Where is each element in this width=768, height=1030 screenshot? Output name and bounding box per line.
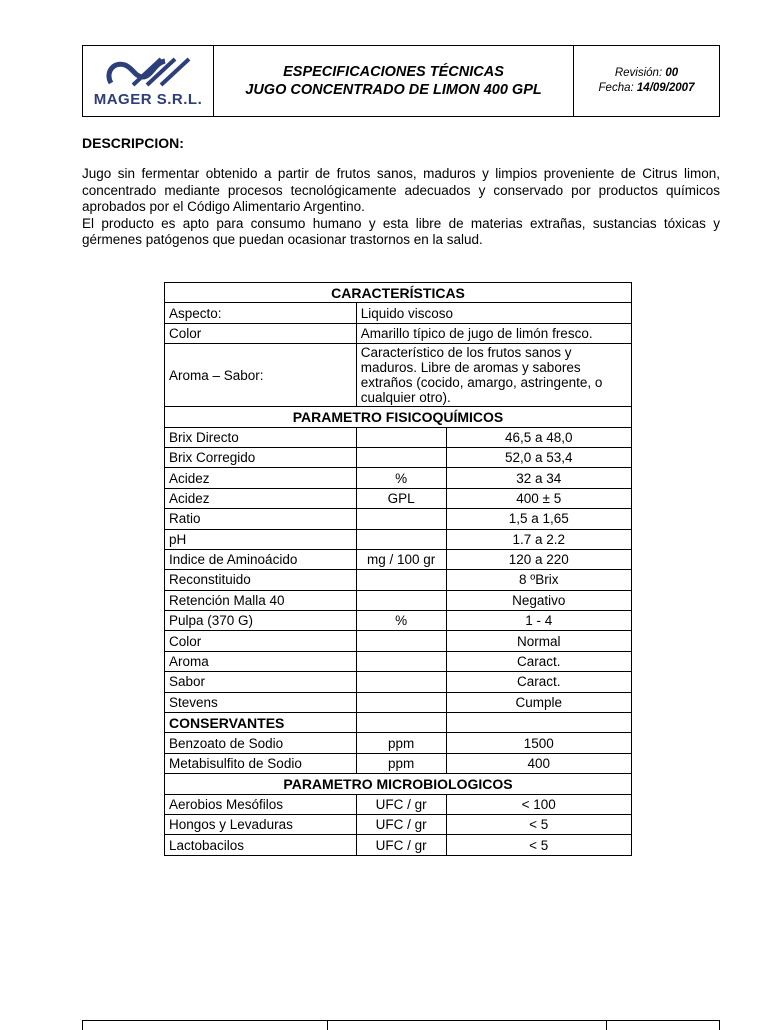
parameter-name: Retención Malla 40 [165, 590, 357, 610]
parameter-name: Acidez [165, 488, 357, 508]
fisico-row [165, 651, 632, 671]
empty-cell [356, 713, 446, 733]
parameter-value: 400 ± 5 [446, 488, 632, 508]
parameter-value: 1500 [446, 733, 632, 753]
parameter-unit: UFC / gr [356, 794, 446, 814]
micro-header-row [165, 774, 632, 794]
parameter-unit [356, 529, 446, 549]
parameter-name: Lactobacilos [165, 835, 357, 855]
footer-border [82, 1020, 720, 1021]
parameter-unit: % [356, 468, 446, 488]
parameter-name: Brix Corregido [165, 447, 357, 467]
parameter-unit [356, 447, 446, 467]
parameter-value: 32 a 34 [446, 468, 632, 488]
parameter-value: 8 ºBrix [446, 570, 632, 590]
parameter-name: Indice de Aminoácido [165, 549, 357, 569]
fisico-title: PARAMETRO FISICOQUÍMICOS [165, 407, 632, 427]
parameter-unit: % [356, 611, 446, 631]
fisico-header-row [165, 407, 632, 427]
fisico-row [165, 570, 632, 590]
caracteristica-value: Amarillo típico de jugo de limón fresco. [356, 323, 631, 343]
parameter-value: < 100 [446, 794, 632, 814]
title-line-1: ESPECIFICACIONES TÉCNICAS [283, 64, 504, 80]
parameter-name: Color [165, 631, 357, 651]
parameter-unit: GPL [356, 488, 446, 508]
parameter-unit [356, 427, 446, 447]
parameter-name: Brix Directo [165, 427, 357, 447]
fisico-row [165, 692, 632, 712]
parameter-value: < 5 [446, 835, 632, 855]
fisico-row [165, 509, 632, 529]
title-line-2: JUGO CONCENTRADO DE LIMON 400 GPL [245, 82, 542, 98]
fecha-label: Fecha: [598, 82, 634, 94]
descripcion-text [82, 166, 720, 249]
parameter-name: Hongos y Levaduras [165, 814, 357, 834]
caracteristica-row [165, 344, 632, 407]
parameter-value: 1,5 a 1,65 [446, 509, 632, 529]
fecha [599, 81, 695, 96]
parameter-value: < 5 [446, 814, 632, 834]
footer-tick [606, 1020, 607, 1030]
logo-cell [83, 46, 214, 116]
fecha-value: 14/09/2007 [636, 82, 695, 94]
parameter-name: Sabor [165, 672, 357, 692]
caracteristicas-header-row [165, 283, 632, 303]
fisico-row [165, 611, 632, 631]
parameter-name: Stevens [165, 692, 357, 712]
parameter-unit: ppm [356, 733, 446, 753]
parameter-name: Metabisulfito de Sodio [165, 753, 357, 773]
micro-row [165, 794, 632, 814]
conservante-row [165, 753, 632, 773]
caracteristica-label: Aroma – Sabor: [165, 344, 357, 407]
parameter-value: Cumple [446, 692, 632, 712]
parameter-name: Aerobios Mesófilos [165, 794, 357, 814]
parameter-unit [356, 672, 446, 692]
parameter-value: Negativo [446, 590, 632, 610]
parameter-unit: UFC / gr [356, 835, 446, 855]
fisico-row [165, 549, 632, 569]
fisico-row [165, 631, 632, 651]
caracteristica-label: Aspecto: [165, 303, 357, 323]
micro-row [165, 835, 632, 855]
parameter-unit [356, 509, 446, 529]
fisico-row [165, 427, 632, 447]
conservantes-title: CONSERVANTES [165, 713, 357, 733]
revision-value: 00 [665, 67, 679, 79]
parameter-value: Normal [446, 631, 632, 651]
caracteristica-value: Característico de los frutos sanos y maduros. Libre de aromas y sabores extraños (cocido, amargo, astringente, o cualquier otro). [356, 344, 631, 407]
parameter-name: Acidez [165, 468, 357, 488]
empty-cell [446, 713, 632, 733]
parameter-name: pH [165, 529, 357, 549]
spec-table [164, 282, 632, 856]
caracteristica-value: Liquido viscoso [356, 303, 631, 323]
parameter-name: Aroma [165, 651, 357, 671]
parameter-name: Benzoato de Sodio [165, 733, 357, 753]
micro-title: PARAMETRO MICROBIOLOGICOS [165, 774, 632, 794]
parameter-name: Reconstituido [165, 570, 357, 590]
parameter-unit [356, 590, 446, 610]
caracteristicas-title: CARACTERÍSTICAS [165, 283, 632, 303]
caracteristica-row [165, 303, 632, 323]
fisico-row [165, 529, 632, 549]
parameter-unit: mg / 100 gr [356, 549, 446, 569]
revision [615, 66, 678, 81]
revision-cell [574, 46, 719, 116]
parameter-name: Ratio [165, 509, 357, 529]
conservante-row [165, 733, 632, 753]
caracteristica-row [165, 323, 632, 343]
fisico-row [165, 488, 632, 508]
parameter-unit [356, 631, 446, 651]
footer-tick [327, 1020, 328, 1030]
descripcion-paragraph-2: El producto es apto para consumo humano y esta libre de materias extrañas, sustancias tóxicas y gérmenes patógenos que puedan ocasionar trastornos en la salud. [82, 215, 720, 247]
conservantes-header-row [165, 713, 632, 733]
fisico-row [165, 447, 632, 467]
parameter-unit [356, 692, 446, 712]
parameter-value: 52,0 a 53,4 [446, 447, 632, 467]
document-header [82, 45, 720, 117]
footer-tick [82, 1020, 83, 1030]
parameter-value: 1 - 4 [446, 611, 632, 631]
descripcion-paragraph-1: Jugo sin fermentar obtenido a partir de frutos sanos, maduros y limpios proveniente de Citrus limon, concentrado mediante procesos tecnológicamente adecuados y conservado por productos químicos aprobados por el Código Alimentario Argentino. [82, 166, 720, 214]
caracteristica-label: Color [165, 323, 357, 343]
descripcion-title: DESCRIPCION: [82, 135, 184, 151]
parameter-unit [356, 570, 446, 590]
parameter-unit: UFC / gr [356, 814, 446, 834]
title-cell [214, 46, 574, 116]
parameter-value: 120 a 220 [446, 549, 632, 569]
micro-row [165, 814, 632, 834]
mager-logo-icon [103, 55, 193, 89]
company-name: MAGER S.R.L. [93, 90, 203, 108]
fisico-row [165, 468, 632, 488]
fisico-row [165, 672, 632, 692]
parameter-value: 1.7 a 2.2 [446, 529, 632, 549]
parameter-value: 46,5 a 48,0 [446, 427, 632, 447]
revision-label: Revisión: [614, 67, 663, 79]
parameter-name: Pulpa (370 G) [165, 611, 357, 631]
parameter-value: Caract. [446, 651, 632, 671]
fisico-row [165, 590, 632, 610]
parameter-value: 400 [446, 753, 632, 773]
parameter-value: Caract. [446, 672, 632, 692]
parameter-unit [356, 651, 446, 671]
footer-tick [719, 1020, 720, 1030]
parameter-unit: ppm [356, 753, 446, 773]
